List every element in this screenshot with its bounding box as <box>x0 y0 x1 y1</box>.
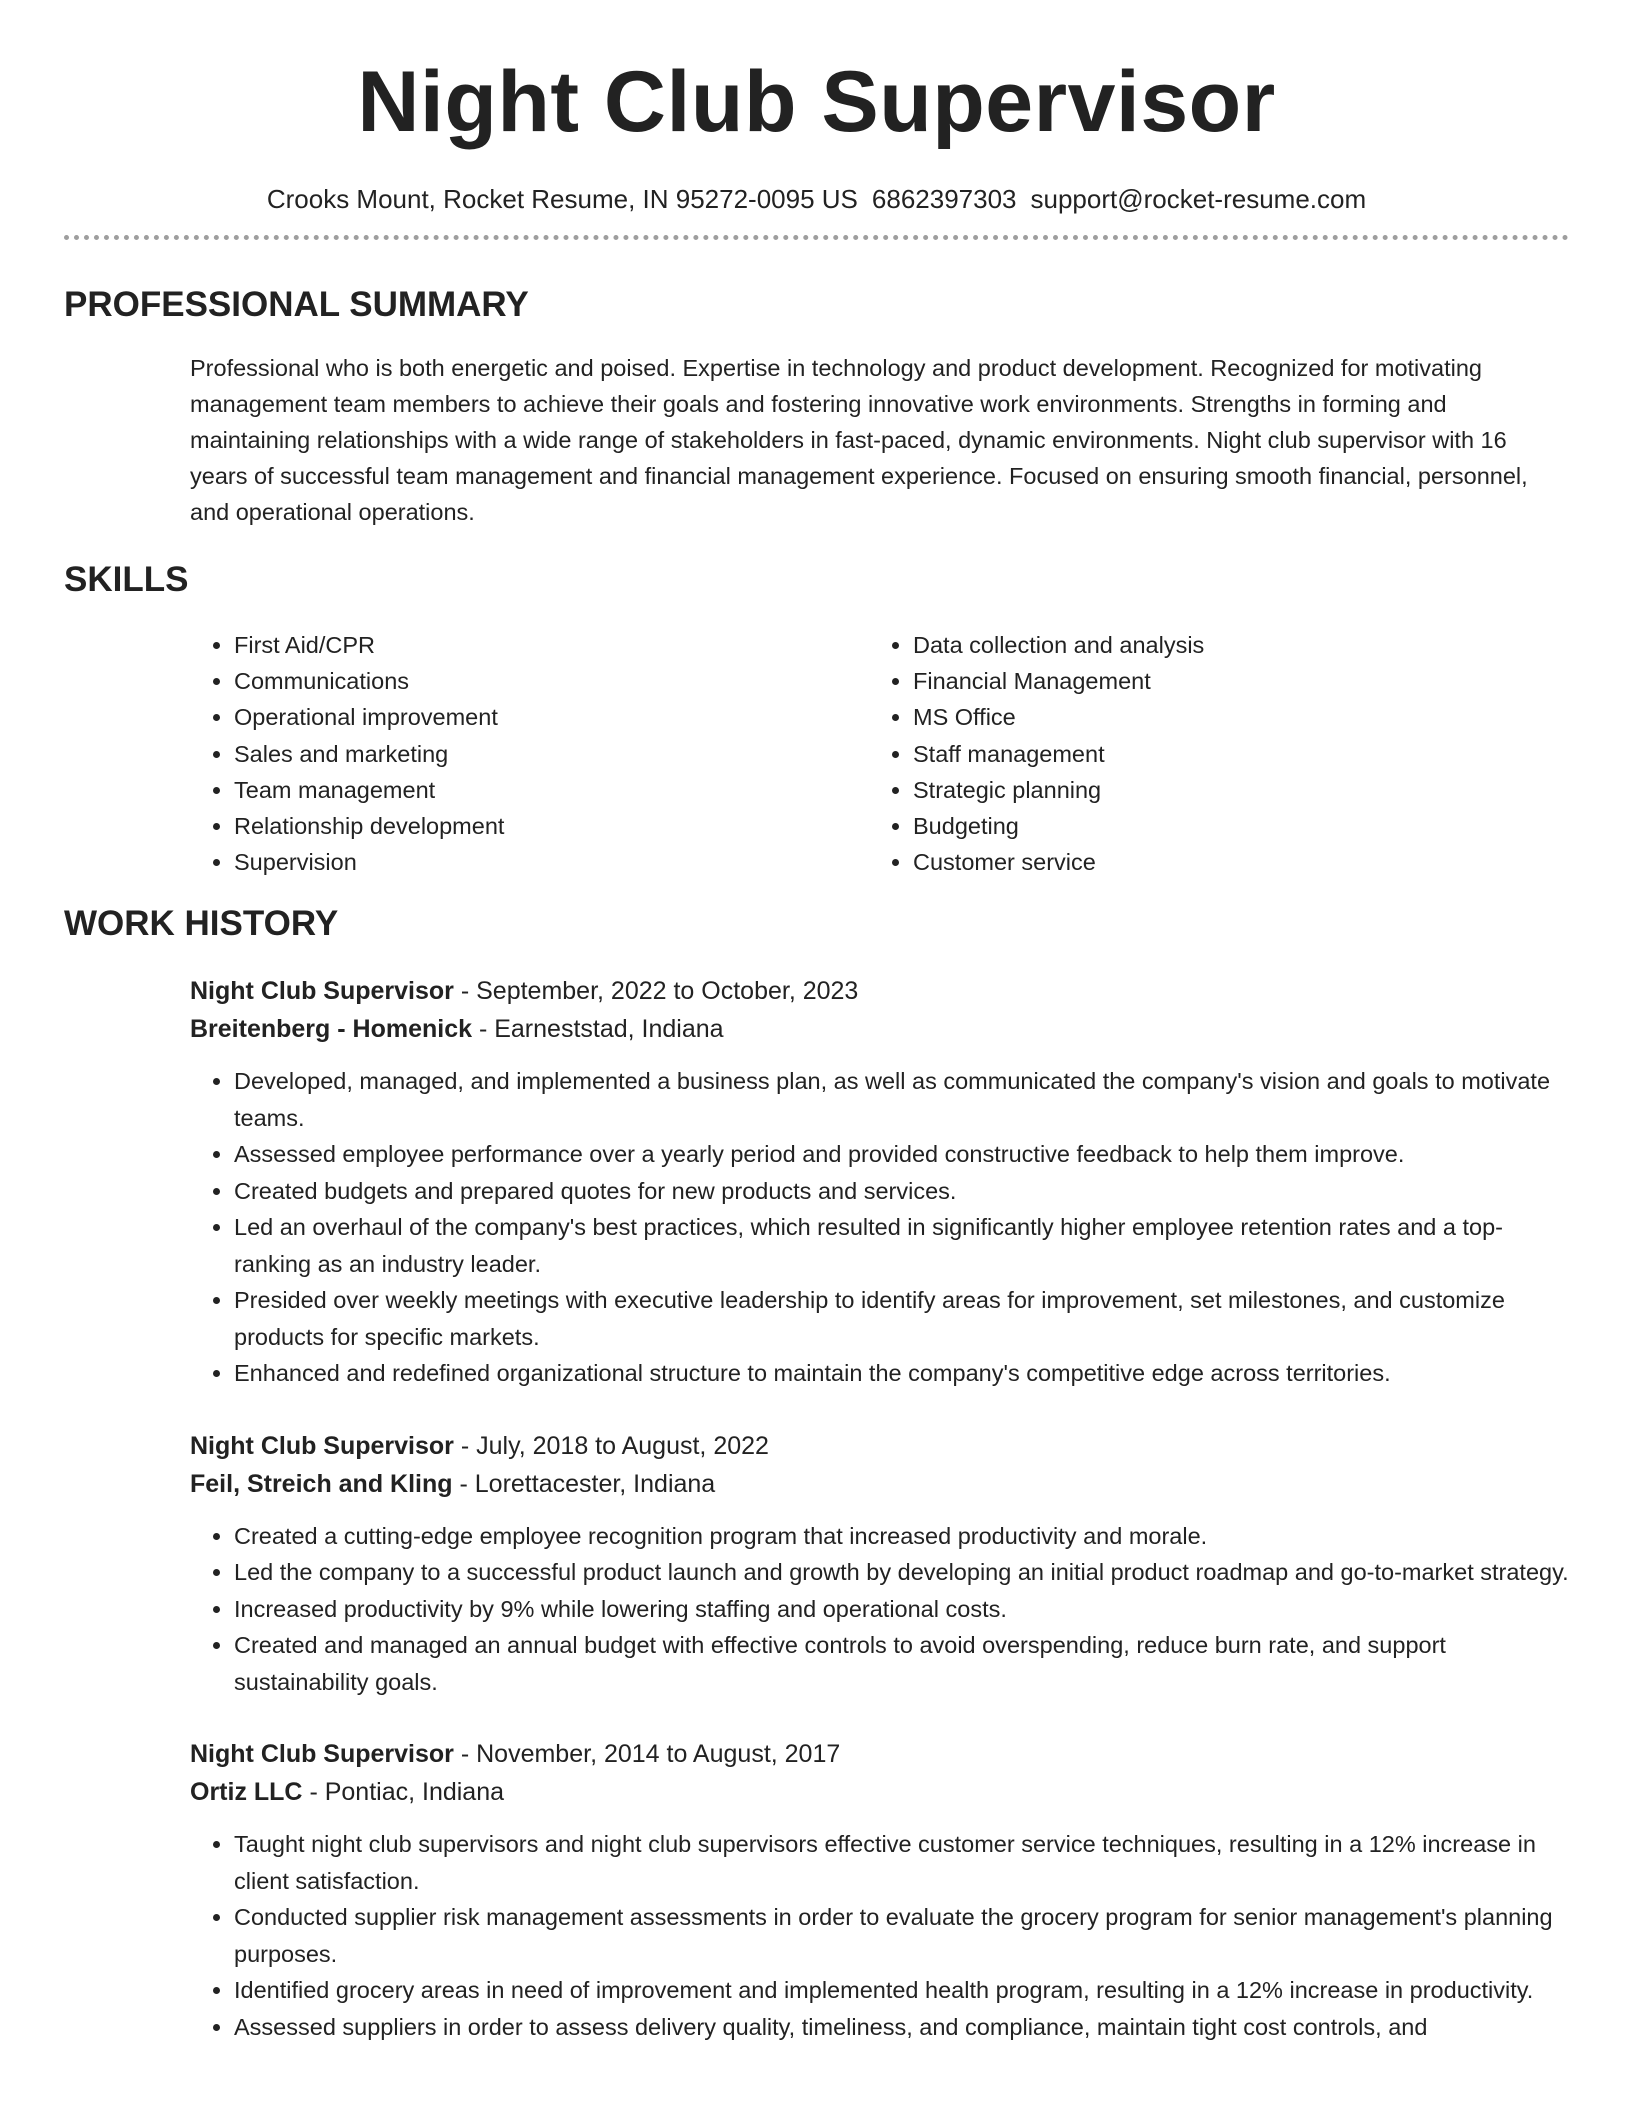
job-title-line <box>190 972 1569 1010</box>
duty-item: • Created and managed an annual budget with effective controls to avoid overspending, reduce burn rate, and support sustainability goals. <box>234 1627 1569 1700</box>
skills-column-1 <box>190 627 869 880</box>
job-duties <box>190 1518 1569 1701</box>
contact-phone: 6862397303 <box>871 184 1017 214</box>
duty-item: • Assessed employee performance over a yearly period and provided constructive feedback to help them improve. <box>234 1136 1569 1173</box>
work-history-heading: WORK HISTORY <box>64 904 339 944</box>
duty-item: • Created a cutting-edge employee recognition program that increased productivity and morale. <box>234 1518 1569 1555</box>
job-title: Night Club Supervisor <box>190 1431 454 1460</box>
summary-text: Professional who is both energetic and poised. Expertise in technology and product development. Recognized for motivating management team members to achieve their goals and fostering innovative work environments. Strengths in forming and maintaining relationships with a wide range of stakeholders in fast-paced, dynamic environments. Night club supervisor with 16 years of successful team management and financial management experience. Focused on ensuring smooth financial, personnel, and operational operations. <box>190 355 1528 525</box>
skill-item: • Team management <box>234 772 869 808</box>
job-title: Night Club Supervisor <box>190 977 454 1006</box>
job-company-line <box>190 1010 1569 1048</box>
skill-item: • Customer service <box>913 844 1204 880</box>
skills-list <box>190 627 1569 880</box>
duty-item: • Led the company to a successful product launch and growth by developing an initial product roadmap and go-to-market strategy. <box>234 1554 1569 1591</box>
duty-item: • Increased productivity by 9% while lowering staffing and operational costs. <box>234 1591 1569 1628</box>
job-location: - Earneststad, Indiana <box>472 1015 724 1044</box>
job-dates: - September, 2022 to October, 2023 <box>453 977 859 1006</box>
resume-page <box>64 0 1569 2045</box>
job-company: Ortiz LLC <box>190 1778 303 1807</box>
skill-item: • MS Office <box>913 699 1204 735</box>
skill-item: • Operational improvement <box>234 699 869 735</box>
duty-item: • Assessed suppliers in order to assess delivery quality, timeliness, and compliance, maintain tight cost controls, and <box>234 2009 1569 2046</box>
job-duties <box>190 1063 1569 1392</box>
skill-item: • First Aid/CPR <box>234 627 869 663</box>
skill-item: • Communications <box>234 663 869 699</box>
skills-column-2 <box>869 627 1204 880</box>
job-company: Feil, Streich and Kling <box>190 1469 453 1498</box>
duty-item: • Presided over weekly meetings with executive leadership to identify areas for improvement, set milestones, and customize products for specific markets. <box>234 1282 1569 1355</box>
duty-item: • Conducted supplier risk management assessments in order to evaluate the grocery program for senior management's planning purposes. <box>234 1899 1569 1972</box>
job-dates: - November, 2014 to August, 2017 <box>453 1740 841 1769</box>
skill-item: • Sales and marketing <box>234 736 869 772</box>
duty-item: • Developed, managed, and implemented a business plan, as well as communicated the company's vision and goals to motivate teams. <box>234 1063 1569 1136</box>
skill-item: • Supervision <box>234 844 869 880</box>
duty-item: • Taught night club supervisors and night club supervisors effective customer service techniques, resulting in a 12% increase in client satisfaction. <box>234 1826 1569 1899</box>
resume-name: Night Club Supervisor <box>357 54 1276 150</box>
header-divider <box>64 235 1569 240</box>
skill-item: • Budgeting <box>913 808 1204 844</box>
job-dates: - July, 2018 to August, 2022 <box>453 1431 769 1460</box>
job-company-line <box>190 1773 1569 1811</box>
duty-item: • Created budgets and prepared quotes for new products and services. <box>234 1173 1569 1210</box>
job-location: - Pontiac, Indiana <box>302 1778 505 1807</box>
skills-heading: SKILLS <box>64 560 189 599</box>
job-location: - Lorettacester, Indiana <box>452 1469 716 1498</box>
skill-item: • Staff management <box>913 736 1204 772</box>
job-entry <box>190 1427 1569 1701</box>
contact-address: Crooks Mount, Rocket Resume, IN 95272-0095 US <box>266 184 858 214</box>
contact-line <box>64 182 1569 216</box>
skill-item: • Data collection and analysis <box>913 627 1204 663</box>
job-company-line <box>190 1465 1569 1503</box>
skill-item: • Relationship development <box>234 808 869 844</box>
job-title-line <box>190 1427 1569 1465</box>
duty-item: • Led an overhaul of the company's best practices, which resulted in significantly higher employee retention rates and a top-ranking as an industry leader. <box>234 1209 1569 1282</box>
job-duties <box>190 1826 1569 2045</box>
skill-item: • Strategic planning <box>913 772 1204 808</box>
job-entry <box>190 1735 1569 2045</box>
job-company: Breitenberg - Homenick <box>190 1015 473 1044</box>
contact-email: support@rocket-resume.com <box>1030 184 1367 214</box>
job-title-line <box>190 1735 1569 1773</box>
job-title: Night Club Supervisor <box>190 1740 454 1769</box>
duty-item: • Enhanced and redefined organizational structure to maintain the company's competitive edge across territories. <box>234 1355 1569 1392</box>
summary-heading: PROFESSIONAL SUMMARY <box>64 285 529 324</box>
skill-item: • Financial Management <box>913 663 1204 699</box>
job-entry <box>190 972 1569 1392</box>
duty-item: • Identified grocery areas in need of improvement and implemented health program, resulting in a 12% increase in productivity. <box>234 1972 1569 2009</box>
